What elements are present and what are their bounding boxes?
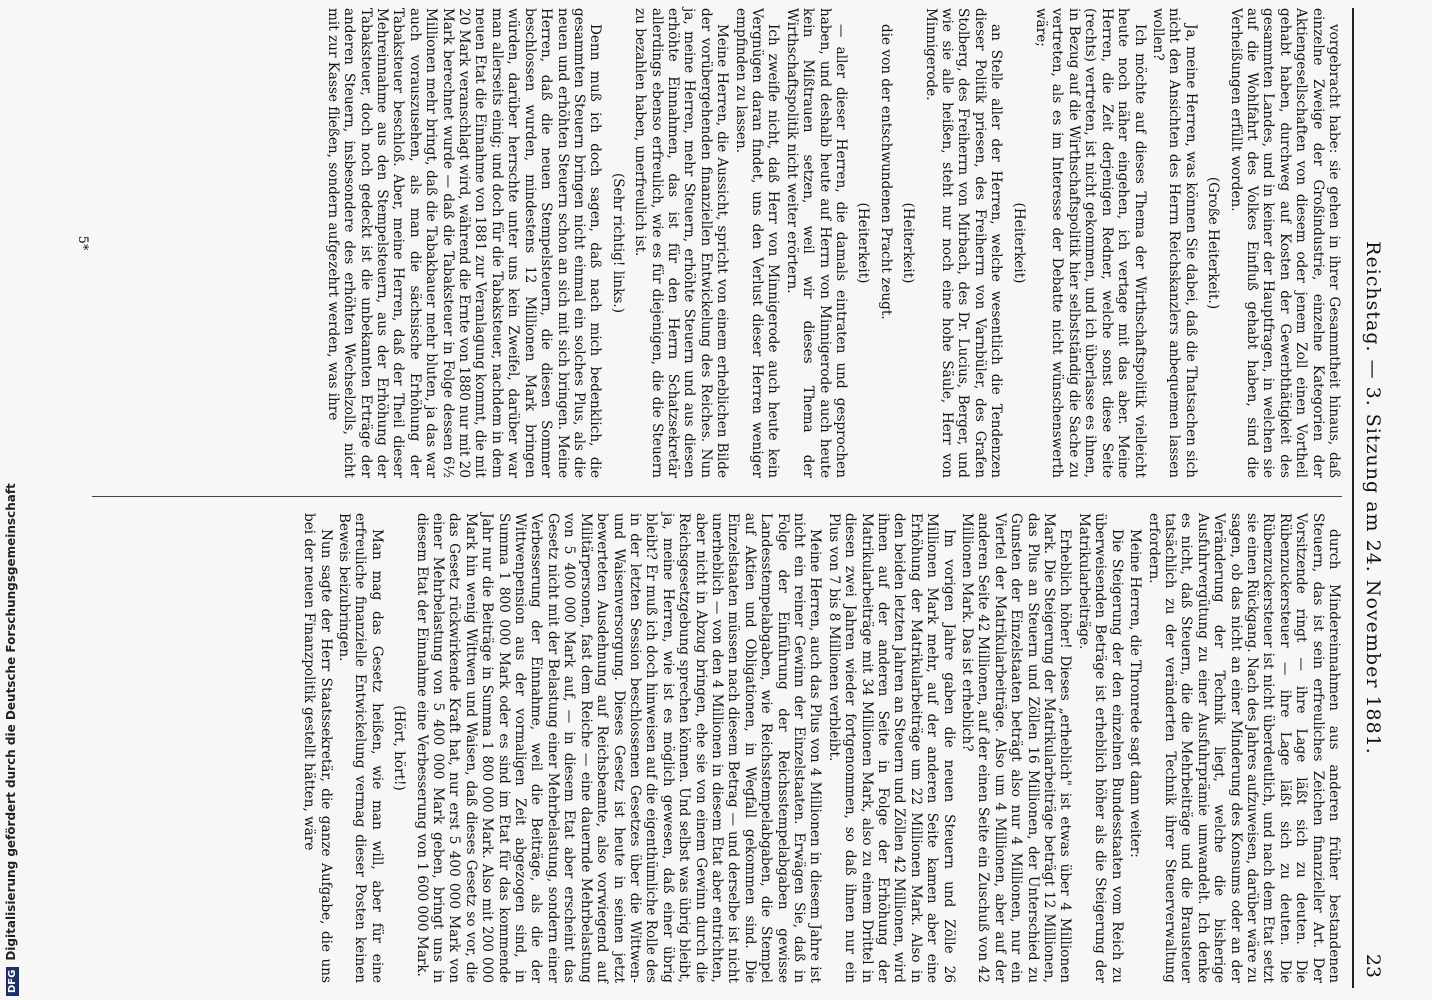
credit-text: Digitalisierung gefördert durch die Deutsche Forschungsgemeinschaft <box>4 483 18 961</box>
paragraph: Meine Herren, die Aussicht, spricht von einem erheblichen Bilde der vorübergehenden finanziellen Entwickelung des Reiches. Nun ja, meine Herren, mehr Steuern, erhöhte Steuern und aus diesen erhöhte Einnahmen, das ist für den Herrn Schatzsekretär allerdings ebenso erfreulich, wie es für diejenigen, die die Steuern zu bezahlen haben, unerfreulich ist. <box>632 8 731 478</box>
paragraph: Denn muß ich doch sagen, daß nach mich bedenklich, die gesammten Steuern bringen nicht einmal ein solches Plus, als die neuen und erhöhten Steuern schon an sich mit sich bringen. Meine Herren, daß die neuen Stempelsteuern, die diesen Sommer beschlossen wurden, mindestens 12 Millionen Mark bringen würden, darüber herrschte unter uns kein Zweifel, darüber war man allerseits einig; und doch für die Tabaksteuer, nachdem in dem neuen Etat die Einnahme von 1881 zur Veranlagung kommt, die mit 20 Mark veranschlagt wird, während die Ernte von 1880 nur mit 20 Mark berechnet wurde — daß die Tabaksteuer in Folge dessen 6½ Millionen mehr bringt, daß die Tabakbauer mehr bluten, ja das war auch vorauszusehen, als man die sächsische Erhöhung der Tabaksteuer beschloß. Aber, meine Herren, daß der Theil dieser Mehreinnahme aus den Stempelsteuern, aus der Erhöhung der Tabaksteuer, doch noch gedeckt ist die unbekannten Erträge der anderen Steuern, insbesondere des erhöhten Wechselzolls, nicht mit zur Kasse fließen, sondern aufgezehrt werden, was ihre <box>324 8 604 478</box>
stage-direction: (Große Heiterkeit.) <box>1205 176 1222 310</box>
digitization-credit <box>4 6 26 996</box>
right-text-column <box>299 513 1342 983</box>
paragraph: an Stelle aller der Herren, welche wesentlich die Tendenzen dieser Politik priesen, des Freiherrn von Varnbüler, des Grafen Stolberg, des Freiherrn von Mirbach, des Dr. Lucius, Berger, und wie sie alle heißen, steht nur noch eine hohe Säule, Herr von Minnigerode. <box>922 8 1005 478</box>
running-head: Reichstag. — 3. Sitzung am 24. November 1881. <box>1362 241 1384 755</box>
stage-direction: (Heiterkeit) <box>1010 202 1027 284</box>
stage-direction: (Hört, hört!) <box>391 705 408 791</box>
stage-direction: (Heiterkeit) <box>855 202 872 284</box>
page-number: 23 <box>1362 953 1384 978</box>
paragraph: Ja, meine Herren, was können Sie dabei, daß die Thatsachen sich nicht den Ansichten des Herrn Reichskanzlers anbequemen lassen wollen? <box>1149 8 1199 478</box>
dfg-logo: DFG <box>6 967 19 996</box>
paragraph: Im vorigen Jahre gaben die neuen Steuern und Zölle 26 Millionen Mark mehr, auf der anderen Seite kamen aber eine Erhöhung der Matrikularbeiträge um 22 Millionen Mark. Also in den beiden letzten Jahren an Steuern und Zöllen 42 Millionen, wird ihnen auf der anderen Seite in Folge der Erhöhung der Matrikularbeiträge mit 34 Millionen Mark, also zu einem Drittel in diesen zwei Jahren wieder fortgenommen, so daß ihnen nur ein Plus von 7 bis 8 Millionen verbleibt. <box>825 513 957 983</box>
signature-mark: 5* <box>75 235 90 251</box>
paragraph: Ich zweifle nicht, daß Herr von Minnigerode auch heute kein Vergnügen daran findet, uns den Verlust dieser Herren weniger empfinden zu lassen. <box>732 8 782 478</box>
paragraph: — aller dieser Herren, die damals eintraten und gesprochen haben, und deshalb heute auf Herrn von Minnigerode auch heute kein Mißtrauen setzen, weil wir dieses Thema der Wirthschaftspolitik nicht weiter erörtern. <box>783 8 850 478</box>
paragraph: Meine Herren, auch das Plus von 4 Millionen in diesem Jahre ist nicht ein reiner Gewinn der Einzelstaaten. Erwägen Sie, daß in Folge der Einführung der Reichsstempelabgaben gewisse Landesstempelabgaben, wie Reichsstempelabgaben, die Stempel auf Aktien und Obligationen, in Wegfall gekommen sind. Die Einzelstaaten müssen nach diesem Betrag — und derselbe ist nicht unerheblich — von den 4 Millionen in diesem Etat aber entrichten, aber nicht in Abzug bringen, ehe sie von einem Gewinn durch die Reichsgesetzgebung sprechen können. Und selbst was übrig bleibt, ja, meine Herren, wie ist es möglich gewesen, daß einer übrig bleibt? Er muß ich doch hinweisen auf die eigenthümliche Rolle des in der letzten Session beschlossenen Gesetzes über die Wittwen- und Waisenversorgung. Dieses Gesetz ist heute in seinen jetzt bewerteten Ausdehnung auf Reichsbeamte, also vorwiegend auf Militärpersonen, fast dem Reiche — eine dauernde Mehrbelastung von 5 400 000 Mark auf, — in diesem Etat aber erscheint das Gesetz nicht mit der Belastung einer Mehrbelastung, sondern einer Verbesserung der Einnahme, weil die Beiträge, als die der Wittwenpension aus der vormaligen Zeit abgezogen sind, in Summa 1 800 000 Mark oder es sind im Etat für das kommende Jahr nur die Beiträge in Summa 1 800 000 Mark. Also mit 200 000 Mark hin wenig Wittwen und Waisen, daß dieses Gesetz so vor, die das Gesetz rückwirkende Kraft hat, nur erst 5 400 000 Mark von einer Mehrbelastung von 5 400 000 Mark geben, bringt uns in diesem Etat der Einnahme eine Verbesserung von 1 600 000 Mark. <box>413 513 824 983</box>
paragraph: die von der entschwundenen Pracht zeugt. <box>877 24 894 320</box>
left-text-column <box>322 8 1342 478</box>
stage-direction: (Sehr richtig! links.) <box>609 172 626 314</box>
paragraph: Man mag das Gesetz heißen, wie man will, aber für eine erfreuliche finanzielle Entwickelung vermag dieser Posten keinen Beweis beizubringen. <box>336 513 385 983</box>
paragraph: durch Mindereinnahmen aus anderen früher bestandenen Steuern, das ist sein erfreuliches Zeichen finanzieller Art. Der Vorsitzende ringt — ihre Lage läßt sich zu deuten. Die Rübenzuckersteuer — ihre Lage läßt sich zu deuten. Die Rübenzuckersteuer ist nicht überdeutlich, und nach dem Etat setzt sie einen Rückgang. Nach des Jahres aufzuweisen, darüber wäre zu sagen, ob das nicht an einer Minderung des Konsums oder an der Veränderung der Technik liegt, welche die bisherige Ausfuhrvergütung zu einer Ausfuhrprämie umwandelt. Ich denke es nicht, daß Steuern, die die Mehrbeiträge und die Brausteuer tatsächlich zu der veränderten Technik ihrer Steuerverwaltung erfordern. <box>1145 513 1342 983</box>
paragraph: Erheblich höher! Dieses „erheblich" ist etwas über 4 Millionen Mark. Die Steigerung der Matrikularbeiträge beträgt 12 Millionen, das Plus an Steuern und Zöllen 16 Millionen, der Unterschied zu Gunsten der Einzelstaaten beträgt also nur 4 Millionen, nur ein Viertel der Matrikularbeiträge. Also um 4 Millionen, aber auf der anderen Seite 42 Millionen, auf der einen Seite ein Zuschuß von 42 Millionen Mark. Das ist erheblich? <box>959 513 1074 983</box>
stage-direction: (Heiterkeit) <box>900 202 917 284</box>
rotated-page-content <box>60 8 1390 988</box>
page-header <box>1352 8 1390 988</box>
column-divider <box>92 496 1342 497</box>
paragraph: Nun sagte der Herr Staatssekretär, die ganze Aufgabe, die uns bei der neuen Finanzpolitik gestellt hätten, wäre <box>301 513 334 983</box>
paragraph: Ich möchte auf dieses Thema der Wirthschaftspolitik vielleicht heute noch näher eingehen, ich vertage mit das aber. Meine Herren, die Zeit derjenigen Redner, welche sonst diese Seite (rechts) vertreten, ist nicht gekommen, und ich überlasse es ihnen, in Bezug auf die Wirthschaftspolitik hier selbstständig die Sache zu vertreten, als es im Interesse der Debatte nicht wünschenswerth wäre; <box>1033 8 1148 478</box>
paragraph: vorgebracht habe: sie gehen in ihrer Gesammtheit hinaus, daß einzelne Zweige der Großindustrie, einzelne Kategorien der Aktiengesellschaften von diesem oder jenem Zoll einen Vortheil gehabt haben, durchweg auf Kosten der Gewerbthätigkeit des gesammten Landes, und in keiner der Hauptfragen, in welchen sie auf die Wohlfahrt des Volkes Einfluß gehabt haben, sind die Verheißungen erfüllt worden. <box>1227 8 1342 478</box>
paragraph: Meine Herren, die Thronrede sagt dann weiter: <box>1127 529 1144 858</box>
paragraph: Die Steigerung der den einzelnen Bundesstaaten vom Reich zu überweisenden Beträge ist erheblich höher als die Steigerung der Matrikularbeiträge. <box>1075 513 1125 983</box>
